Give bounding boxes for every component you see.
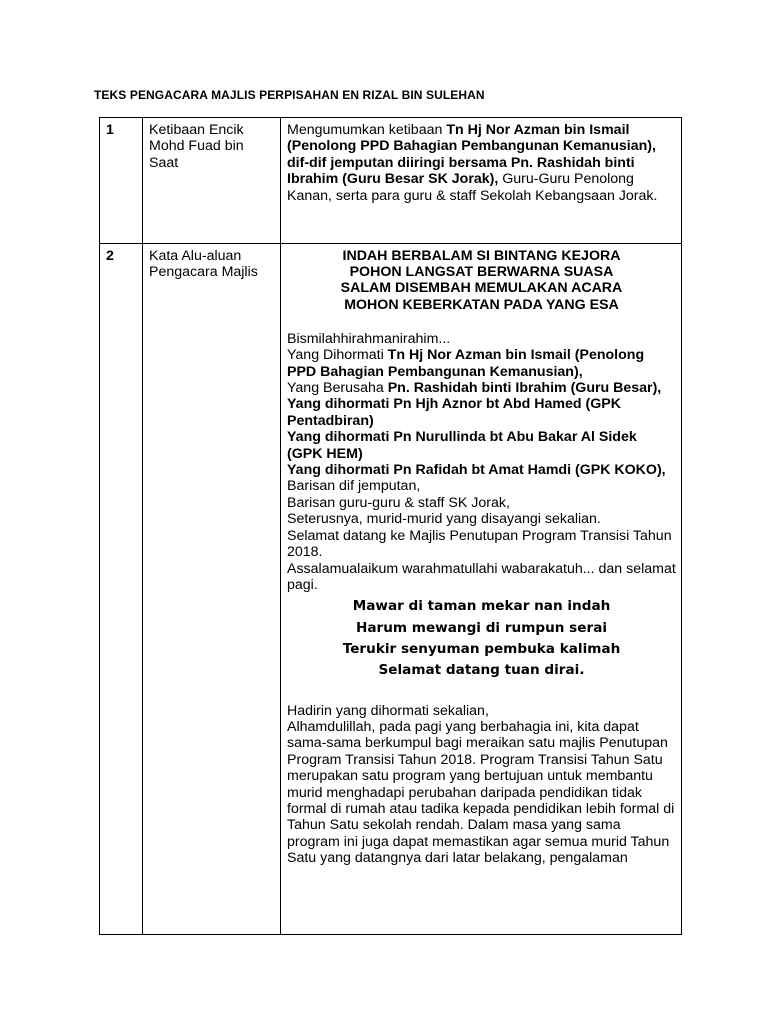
salutation-line: Assalamualaikum warahmatullahi wabarakatuh... dan selamat pagi. bbox=[287, 560, 676, 593]
table-row-2 bbox=[100, 244, 682, 935]
speech-body bbox=[287, 703, 676, 867]
row-number: 1 bbox=[100, 118, 143, 244]
salutation-line: Yang dihormati Pn Hjh Aznor bt Abd Hamed (GPK Pentadbiran) bbox=[287, 396, 621, 429]
salutation-prefix: Yang Berusaha bbox=[287, 380, 388, 397]
salutation-line: Yang dihormati Pn Rafidah bt Amat Hamdi (GPK KOKO), bbox=[287, 462, 666, 479]
row-item-label: Kata Alu-aluan Pengacara Majlis bbox=[143, 244, 281, 935]
salutation-block bbox=[287, 331, 676, 594]
salutation-prefix: Yang Dihormati bbox=[287, 347, 388, 364]
welcome-pantun bbox=[287, 596, 676, 681]
salutation-line bbox=[287, 347, 676, 380]
salutation-line: Selamat datang ke Majlis Penutupan Program Transisi Tahun 2018. bbox=[287, 527, 672, 561]
document-title: TEKS PENGACARA MAJLIS PERPISAHAN EN RIZAL BIN SULEHAN bbox=[94, 88, 485, 102]
row-number: 2 bbox=[100, 244, 143, 935]
pantun-line: Selamat datang tuan dirai. bbox=[378, 662, 585, 679]
pantun-line: MOHON KEBERKATAN PADA YANG ESA bbox=[344, 296, 619, 313]
pantun-line: Harum mewangi di rumpun serai bbox=[355, 619, 608, 636]
row-item-label: Ketibaan Encik Mohd Fuad bin Saat bbox=[143, 118, 281, 244]
arrival-intro: Mengumumkan ketibaan bbox=[287, 122, 447, 138]
opening-pantun bbox=[287, 248, 676, 313]
arrival-outro: Guru-Guru Penolong Kanan, serta para guru & staff Sekolah Kebangsaan Jorak. bbox=[287, 171, 658, 204]
greeting-line: Hadirin yang dihormati sekalian, bbox=[287, 702, 489, 719]
pantun-line: Mawar di taman mekar nan indah bbox=[352, 598, 611, 615]
arrival-guests: Tn Hj Nor Azman bin Ismail (Penolong PPD Bahagian Pembangunan Kemanusian), dif-dif jemputan diiringi bersama Pn. Rashidah binti Ibrahim (Guru Besar SK Jorak), bbox=[287, 122, 656, 188]
salutation-name: Pn. Rashidah binti Ibrahim (Guru Besar), bbox=[387, 380, 662, 397]
speech-paragraph: Alhamdulillah, pada pagi yang berbahagia ini, kita dapat sama-sama berkumpul bagi meraikan satu majlis Penutupan Program Transisi Tahun 2018. Program Transisi Tahun Satu merupakan satu program yang bertujuan untuk membantu murid menghadapi perubahan daripada pendidikan tidak formal di rumah atau tadika kepada pendidikan lebih formal di Tahun Satu sekolah rendah. Dalam masa yang sama program ini juga dapat memastikan agar semua murid Tahun Satu yang datangnya dari latar belakang, pengalaman bbox=[287, 718, 675, 867]
row-content bbox=[281, 118, 682, 244]
pantun-line: INDAH BERBALAM SI BINTANG KEJORA bbox=[342, 248, 621, 264]
pantun-line: SALAM DISEMBAH MEMULAKAN ACARA bbox=[340, 280, 623, 297]
program-table bbox=[99, 117, 682, 935]
salutation-line: Barisan guru-guru & staff SK Jorak, bbox=[287, 494, 510, 511]
salutation-line bbox=[287, 380, 676, 396]
salutation-line: Barisan dif jemputan, bbox=[287, 478, 421, 495]
salutation-line: Yang dihormati Pn Nurullinda bt Abu Bakar Al Sidek (GPK HEM) bbox=[287, 429, 637, 462]
table-row-1 bbox=[100, 118, 682, 244]
pantun-line: Terukir senyuman pembuka kalimah bbox=[342, 640, 621, 657]
salutation-line: Seterusnya, murid-murid yang disayangi sekalian. bbox=[287, 511, 601, 528]
bismillah-line: Bismilahhirahmanirahim... bbox=[287, 330, 451, 347]
salutation-name: Tn Hj Nor Azman bin Ismail (Penolong PPD Bahagian Pembangunan Kemanusian), bbox=[287, 347, 645, 380]
pantun-line: POHON LANGSAT BERWARNA SUASA bbox=[349, 264, 614, 281]
row-content bbox=[281, 244, 682, 935]
